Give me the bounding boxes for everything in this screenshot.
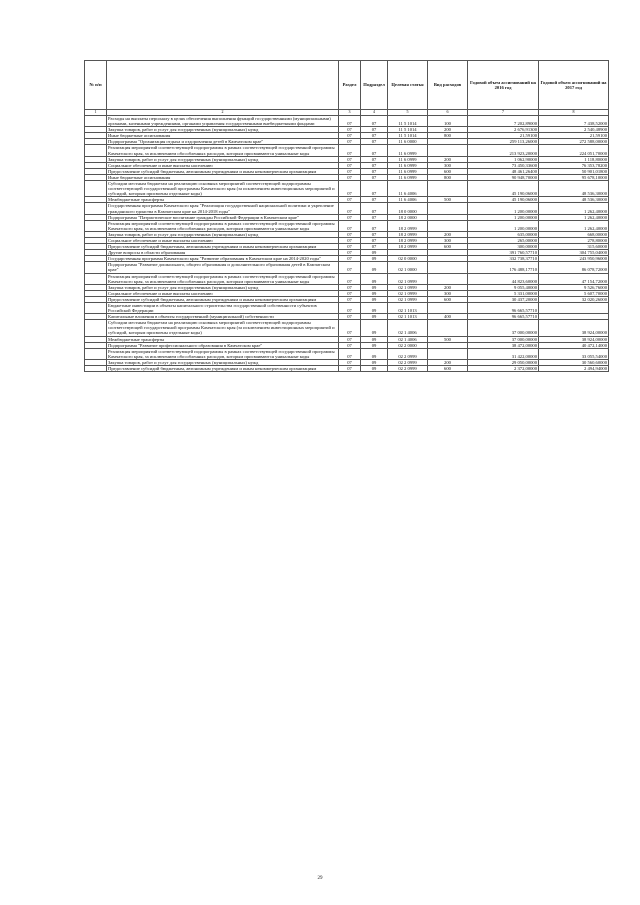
table-row <box>85 162 609 168</box>
cell-amount-2016: 21,59100 <box>468 133 539 139</box>
cell-expense-name: Подпрограмма "Развитие дошкольного, общего образования и дополнительного образования детей в Камчатском крае" <box>107 262 339 273</box>
cell-target-article: 11 6 4006 <box>388 181 428 197</box>
cell-expense-type: 200 <box>428 359 468 365</box>
cell-expense-name: Бюджетные инвестиции в объекты капитального строительства государственной собственности субъектов Российской Федерации <box>107 303 339 314</box>
cell-section: 07 <box>339 290 361 296</box>
cell-amount-2017: 304 755,04000 <box>539 250 609 256</box>
cell-amount-2017: 2 494,94000 <box>539 366 609 372</box>
cell-amount-2016: 1 062,90000 <box>468 156 539 162</box>
cell-subsection: 07 <box>361 145 388 156</box>
cell-target-article: 18 2 0999 <box>388 237 428 243</box>
cell-subsection: 07 <box>361 203 388 214</box>
cell-subsection: 09 <box>361 320 388 336</box>
cell-amount-2017: 9 526,76000 <box>539 284 609 290</box>
column-number: 3 <box>339 110 361 116</box>
table-row <box>85 290 609 296</box>
column-number: 7 <box>468 110 539 116</box>
cell-section: 07 <box>339 262 361 273</box>
cell-section: 07 <box>339 181 361 197</box>
table-row <box>85 156 609 162</box>
table-row <box>85 220 609 231</box>
cell-expense-type: 500 <box>428 197 468 203</box>
cell-amount-2016: 9 055,40000 <box>468 284 539 290</box>
cell-expense-type: 600 <box>428 296 468 302</box>
table-row <box>85 320 609 336</box>
cell-amount-2017: 38 924,00000 <box>539 336 609 342</box>
cell-expense-name: Реализация мероприятий соответствующей подпрограммы в рамках соответствующей государственной программы Камчатского края, за исключением обособленных расходов, которым присваиваются уникальные коды <box>107 220 339 231</box>
cell-expense-name: Субсидии местным бюджетам на реализацию основных мероприятий соответствующей подпрограммы соответствующей государственной программы Камчатского края (за исключением инвестиционных мероприятий и субсидий, которым присвоены отдельные коды) <box>107 320 339 336</box>
cell-amount-2017: 5 607,70000 <box>539 290 609 296</box>
cell-section: 07 <box>339 168 361 174</box>
table-row <box>85 342 609 348</box>
cell-amount-2016: 31 422,00000 <box>468 348 539 359</box>
cell-expense-name: Предоставление субсидий бюджетным, автономным учреждениям и иным некоммерческим организациям <box>107 168 339 174</box>
cell-section: 07 <box>339 256 361 262</box>
table-row <box>85 273 609 284</box>
cell-expense-name: Социальное обеспечение и иные выплаты населению <box>107 290 339 296</box>
page-number: 29 <box>317 876 323 881</box>
cell-amount-2016: 45 190,06000 <box>468 197 539 203</box>
cell-expense-name: Предоставление субсидий бюджетным, автономным учреждениям и иным некоммерческим организациям <box>107 296 339 302</box>
cell-section: 07 <box>339 127 361 133</box>
cell-amount-2016: 96 665,57710 <box>468 314 539 320</box>
cell-expense-name: Закупка товаров, работ и услуг для государственных (муниципальных) нужд <box>107 156 339 162</box>
cell-target-article: 02 1 0999 <box>388 273 428 284</box>
table-row <box>85 116 609 127</box>
cell-expense-type <box>428 273 468 284</box>
cell-expense-name: Подпрограмма "Патриотическое воспитание граждан Российской Федерации в Камчатском крае" <box>107 214 339 220</box>
cell-expense-name: Закупка товаров, работ и услуг для государственных (муниципальных) нужд <box>107 359 339 365</box>
cell-expense-type: 200 <box>428 284 468 290</box>
cell-amount-2017: 224 051,70000 <box>539 145 609 156</box>
cell-expense-type: 600 <box>428 168 468 174</box>
cell-section: 07 <box>339 133 361 139</box>
cell-amount-2016: 90 948,70000 <box>468 174 539 180</box>
cell-section: 07 <box>339 296 361 302</box>
cell-expense-type <box>428 181 468 197</box>
cell-subsection: 07 <box>361 174 388 180</box>
cell-amount-2017: 1 262,40000 <box>539 220 609 231</box>
cell-subsection: 09 <box>361 366 388 372</box>
cell-expense-type: 500 <box>428 336 468 342</box>
cell-expense-type: 800 <box>428 174 468 180</box>
cell-amount-2016: 29 050,00000 <box>468 359 539 365</box>
cell-amount-2017: 48 536,30000 <box>539 181 609 197</box>
cell-amount-2016: 1 200,00000 <box>468 220 539 231</box>
cell-amount-2017: 30 560,60000 <box>539 359 609 365</box>
cell-amount-2017: 32 020,26000 <box>539 296 609 302</box>
table-row <box>85 127 609 133</box>
cell-target-article: 11 5 1014 <box>388 133 428 139</box>
cell-amount-2017: 1 262,40000 <box>539 214 609 220</box>
cell-amount-2017: 33 055,54000 <box>539 348 609 359</box>
table-row <box>85 262 609 273</box>
header-amount-2016: Годовой объем ассигнований на 2016 год <box>468 61 539 110</box>
cell-expense-name: Предоставление субсидий бюджетным, автономным учреждениям и иным некоммерческим организациям <box>107 244 339 250</box>
cell-target-article: 02 2 0999 <box>388 366 428 372</box>
cell-expense-name: Межбюджетные трансферты <box>107 197 339 203</box>
cell-amount-2016: 37 000,00000 <box>468 320 539 336</box>
cell-expense-type <box>428 348 468 359</box>
cell-amount-2016: 300,00000 <box>468 244 539 250</box>
cell-expense-name: Расходы на выплаты персоналу в целях обеспечения выполнения функций государственными (муниципальными) органами, казенными учреждениями, органами управления государственными внебюджетными фондами <box>107 116 339 127</box>
cell-target-article: 18 2 0999 <box>388 231 428 237</box>
cell-amount-2016: 38 472,00000 <box>468 342 539 348</box>
cell-expense-name: Реализация мероприятий соответствующей подпрограммы в рамках соответствующей государственной программы Камчатского края, за исключением обособленных расходов, которым присваиваются уникальные коды <box>107 348 339 359</box>
cell-expense-name: Государственная программа Камчатского края "Развитие образования в Камчатском крае на 2014-2020 годы" <box>107 256 339 262</box>
cell-amount-2017: 40 472,14000 <box>539 342 609 348</box>
table-row <box>85 145 609 156</box>
table-row <box>85 174 609 180</box>
cell-subsection: 07 <box>361 162 388 168</box>
cell-section: 07 <box>339 366 361 372</box>
cell-expense-type <box>428 262 468 273</box>
cell-subsection: 07 <box>361 181 388 197</box>
header-target-article: Целевая статья <box>388 61 428 110</box>
cell-target-article: 02 1 0999 <box>388 284 428 290</box>
cell-expense-name: Субсидии местным бюджетам на реализацию основных мероприятий соответствующей подпрограммы соответствующей государственной программы Камчатского края (за исключением инвестиционных мероприятий и субсидий, которым присвоены отдельные коды) <box>107 181 339 197</box>
table-row <box>85 348 609 359</box>
header-amount-2017: Годовой объем ассигнований на 2017 год <box>539 61 609 110</box>
cell-expense-type: 200 <box>428 231 468 237</box>
cell-section: 07 <box>339 273 361 284</box>
table-row <box>85 237 609 243</box>
cell-target-article: 02 1 1013 <box>388 303 428 314</box>
cell-section: 07 <box>339 320 361 336</box>
cell-amount-2017: 1 118,80000 <box>539 156 609 162</box>
cell-subsection: 07 <box>361 127 388 133</box>
header-subsection: Подраздел <box>361 61 388 110</box>
cell-section: 07 <box>339 231 361 237</box>
cell-expense-type: 300 <box>428 237 468 243</box>
cell-amount-2016: 1 200,00000 <box>468 214 539 220</box>
cell-expense-type: 200 <box>428 156 468 162</box>
cell-subsection: 09 <box>361 303 388 314</box>
cell-number <box>85 303 107 314</box>
cell-expense-name: Закупка товаров, работ и услуг для государственных (муниципальных) нужд <box>107 284 339 290</box>
cell-amount-2017: 243 950,96000 <box>539 256 609 262</box>
cell-amount-2017: 47 154,72000 <box>539 273 609 284</box>
table-header-row <box>85 61 609 110</box>
cell-section: 07 <box>339 197 361 203</box>
table-row <box>85 203 609 214</box>
cell-amount-2016: 5 331,00000 <box>468 290 539 296</box>
header-name <box>107 61 339 110</box>
cell-target-article: 02 1 1013 <box>388 314 428 320</box>
cell-subsection: 07 <box>361 116 388 127</box>
cell-amount-2017: 278,80000 <box>539 237 609 243</box>
table-row <box>85 284 609 290</box>
cell-section: 07 <box>339 162 361 168</box>
table-body <box>85 116 609 372</box>
cell-amount-2017: 2 540,48900 <box>539 127 609 133</box>
cell-expense-name: Социальное обеспечение и иные выплаты населению <box>107 162 339 168</box>
cell-expense-type: 300 <box>428 162 468 168</box>
cell-expense-type: 100 <box>428 116 468 127</box>
cell-target-article: 11 6 0000 <box>388 139 428 145</box>
cell-amount-2016: 332 738,37710 <box>468 256 539 262</box>
cell-expense-name: Реализация мероприятий соответствующей подпрограммы в рамках соответствующей государственной программы Камчатского края, за исключением обособленных расходов, которым присваиваются уникальные коды <box>107 145 339 156</box>
cell-section: 07 <box>339 237 361 243</box>
table-row <box>85 296 609 302</box>
cell-subsection: 09 <box>361 359 388 365</box>
table-row <box>85 250 609 256</box>
cell-section: 07 <box>339 250 361 256</box>
cell-expense-name: Государственная программа Камчатского края "Реализация государственной национальной политики и укрепление гражданского единства в Камчатском крае на 2014-2018 годы" <box>107 203 339 214</box>
cell-subsection: 07 <box>361 133 388 139</box>
cell-section: 07 <box>339 139 361 145</box>
table-row <box>85 366 609 372</box>
cell-number <box>85 203 107 214</box>
cell-expense-name: Социальное обеспечение и иные выплаты населению <box>107 237 339 243</box>
cell-amount-2016: 2 676,91300 <box>468 127 539 133</box>
cell-amount-2016: 176 488,17710 <box>468 262 539 273</box>
cell-target-article: 11 6 0999 <box>388 174 428 180</box>
cell-amount-2016: 635,00000 <box>468 231 539 237</box>
cell-number <box>85 220 107 231</box>
table-row <box>85 336 609 342</box>
cell-target-article: 11 6 0999 <box>388 168 428 174</box>
cell-amount-2016: 259 113,26000 <box>468 139 539 145</box>
table-row <box>85 168 609 174</box>
table-row <box>85 314 609 320</box>
cell-target-article: 11 6 4006 <box>388 197 428 203</box>
cell-subsection: 07 <box>361 139 388 145</box>
column-number: 6 <box>428 110 468 116</box>
cell-expense-type: 200 <box>428 127 468 133</box>
cell-amount-2016: 1 200,00000 <box>468 203 539 214</box>
cell-target-article: 02 2 0999 <box>388 359 428 365</box>
cell-target-article: 02 1 4006 <box>388 336 428 342</box>
budget-table <box>84 60 609 372</box>
cell-expense-type: 300 <box>428 290 468 296</box>
cell-subsection: 07 <box>361 156 388 162</box>
cell-target-article: 18 0 0000 <box>388 203 428 214</box>
cell-target-article: 11 5 1014 <box>388 127 428 133</box>
header-expense-type: Вид расходов <box>428 61 468 110</box>
cell-amount-2017: 21,59100 <box>539 133 609 139</box>
cell-amount-2016: 2 372,00000 <box>468 366 539 372</box>
cell-subsection: 07 <box>361 244 388 250</box>
cell-amount-2016: 30 437,20000 <box>468 296 539 302</box>
cell-subsection: 07 <box>361 168 388 174</box>
cell-section: 07 <box>339 244 361 250</box>
cell-amount-2017: 50 901,01800 <box>539 168 609 174</box>
cell-expense-name: Другие вопросы в области образования <box>107 250 339 256</box>
cell-target-article: 02 1 0999 <box>388 296 428 302</box>
cell-expense-name: Иные бюджетные ассигнования <box>107 174 339 180</box>
cell-target-article: 02 0 0000 <box>388 256 428 262</box>
cell-amount-2016: 45 190,06000 <box>468 181 539 197</box>
cell-number <box>85 320 107 336</box>
cell-amount-2016: 73 450,33600 <box>468 162 539 168</box>
cell-subsection: 09 <box>361 342 388 348</box>
cell-section: 07 <box>339 174 361 180</box>
cell-amount-2016: 265,00000 <box>468 237 539 243</box>
header-number: № п/п <box>85 61 107 110</box>
cell-amount-2016: 213 923,20000 <box>468 145 539 156</box>
table-row <box>85 359 609 365</box>
cell-subsection: 09 <box>361 256 388 262</box>
cell-subsection: 09 <box>361 273 388 284</box>
cell-section: 07 <box>339 220 361 231</box>
cell-expense-type <box>428 145 468 156</box>
cell-subsection: 09 <box>361 348 388 359</box>
cell-number <box>85 145 107 156</box>
table-row <box>85 214 609 220</box>
table-row <box>85 139 609 145</box>
cell-section: 07 <box>339 116 361 127</box>
cell-target-article: 11 6 0999 <box>388 145 428 156</box>
table-row <box>85 133 609 139</box>
cell-expense-name: Реализация мероприятий соответствующей подпрограммы в рамках соответствующей государственной программы Камчатского края, за исключением обособленных расходов, которым присваиваются уникальные коды <box>107 273 339 284</box>
cell-section: 07 <box>339 342 361 348</box>
cell-target-article: 18 2 0999 <box>388 220 428 231</box>
cell-amount-2017: 1 262,40000 <box>539 203 609 214</box>
column-number: 4 <box>361 110 388 116</box>
cell-amount-2017: 76 353,78200 <box>539 162 609 168</box>
cell-subsection: 07 <box>361 237 388 243</box>
cell-subsection: 09 <box>361 250 388 256</box>
cell-section: 07 <box>339 284 361 290</box>
cell-target-article: 18 2 0000 <box>388 214 428 220</box>
table-row <box>85 181 609 197</box>
cell-section: 07 <box>339 336 361 342</box>
cell-section: 07 <box>339 303 361 314</box>
cell-target-article: 18 2 0999 <box>388 244 428 250</box>
cell-amount-2017: 38 924,00000 <box>539 320 609 336</box>
cell-expense-type <box>428 220 468 231</box>
column-number: 5 <box>388 110 428 116</box>
cell-expense-name: Капитальные вложения в объекты государственной (муниципальной) собственности <box>107 314 339 320</box>
cell-section: 07 <box>339 203 361 214</box>
cell-expense-type <box>428 203 468 214</box>
cell-subsection: 09 <box>361 284 388 290</box>
header-section: Раздел <box>339 61 361 110</box>
cell-section: 07 <box>339 214 361 220</box>
column-number: 2 <box>107 110 339 116</box>
cell-expense-type: 400 <box>428 314 468 320</box>
cell-amount-2016: 44 823,60000 <box>468 273 539 284</box>
cell-amount-2016: 96 665,57710 <box>468 303 539 314</box>
cell-expense-name: Подпрограмма "Организация отдыха и оздоровления детей в Камчатском крае" <box>107 139 339 145</box>
cell-expense-type: 800 <box>428 133 468 139</box>
cell-target-article: 02 1 0000 <box>388 262 428 273</box>
cell-expense-name: Закупка товаров, работ и услуг для государственных (муниципальных) нужд <box>107 127 339 133</box>
column-number: 1 <box>85 110 107 116</box>
cell-expense-name: Закупка товаров, работ и услуг для государственных (муниципальных) нужд <box>107 231 339 237</box>
cell-section: 07 <box>339 314 361 320</box>
cell-number <box>85 181 107 197</box>
table-row <box>85 303 609 314</box>
cell-amount-2017: 668,00000 <box>539 231 609 237</box>
cell-section: 07 <box>339 359 361 365</box>
cell-expense-name: Подпрограмма "Развитие профессионального образования в Камчатском крае" <box>107 342 339 348</box>
cell-subsection: 07 <box>361 231 388 237</box>
cell-number <box>85 348 107 359</box>
cell-target-article: 02 1 4006 <box>388 320 428 336</box>
cell-target-article: 02 2 0999 <box>388 348 428 359</box>
cell-target-article: 11 6 0999 <box>388 162 428 168</box>
cell-number <box>85 262 107 273</box>
cell-target-article: 11 5 1014 <box>388 116 428 127</box>
cell-target-article: 02 1 0999 <box>388 290 428 296</box>
cell-subsection: 07 <box>361 197 388 203</box>
cell-amount-2017 <box>539 303 609 314</box>
cell-amount-2017: 48 536,30000 <box>539 197 609 203</box>
cell-expense-type: 600 <box>428 366 468 372</box>
cell-subsection: 09 <box>361 314 388 320</box>
cell-amount-2016: 391 760,57710 <box>468 250 539 256</box>
cell-subsection: 09 <box>361 296 388 302</box>
cell-number <box>85 366 107 372</box>
cell-expense-name: Иные бюджетные ассигнования <box>107 133 339 139</box>
cell-target-article: 11 6 0999 <box>388 156 428 162</box>
cell-subsection: 07 <box>361 220 388 231</box>
column-number: 8 <box>539 110 609 116</box>
cell-subsection: 09 <box>361 262 388 273</box>
cell-subsection: 07 <box>361 214 388 220</box>
table-row <box>85 197 609 203</box>
cell-expense-type <box>428 303 468 314</box>
cell-number <box>85 116 107 127</box>
cell-expense-type: 600 <box>428 244 468 250</box>
cell-section: 07 <box>339 145 361 156</box>
cell-expense-type <box>428 320 468 336</box>
cell-section: 07 <box>339 156 361 162</box>
cell-expense-name: Предоставление субсидий бюджетным, автономным учреждениям и иным некоммерческим организациям <box>107 366 339 372</box>
table-row <box>85 256 609 262</box>
cell-subsection: 09 <box>361 336 388 342</box>
cell-target-article: 02 2 0000 <box>388 342 428 348</box>
cell-number <box>85 273 107 284</box>
cell-amount-2016: 48 461,26400 <box>468 168 539 174</box>
cell-amount-2017: 272 588,00000 <box>539 139 609 145</box>
cell-amount-2017: 7 438,52000 <box>539 116 609 127</box>
cell-amount-2017: 86 078,72000 <box>539 262 609 273</box>
cell-expense-name: Межбюджетные трансферты <box>107 336 339 342</box>
cell-amount-2017: 95 678,10000 <box>539 174 609 180</box>
table-row <box>85 244 609 250</box>
cell-amount-2016: 37 000,00000 <box>468 336 539 342</box>
cell-section: 07 <box>339 348 361 359</box>
cell-amount-2017: 315,60000 <box>539 244 609 250</box>
cell-subsection: 09 <box>361 290 388 296</box>
table-row <box>85 231 609 237</box>
cell-amount-2016: 7 202,89000 <box>468 116 539 127</box>
